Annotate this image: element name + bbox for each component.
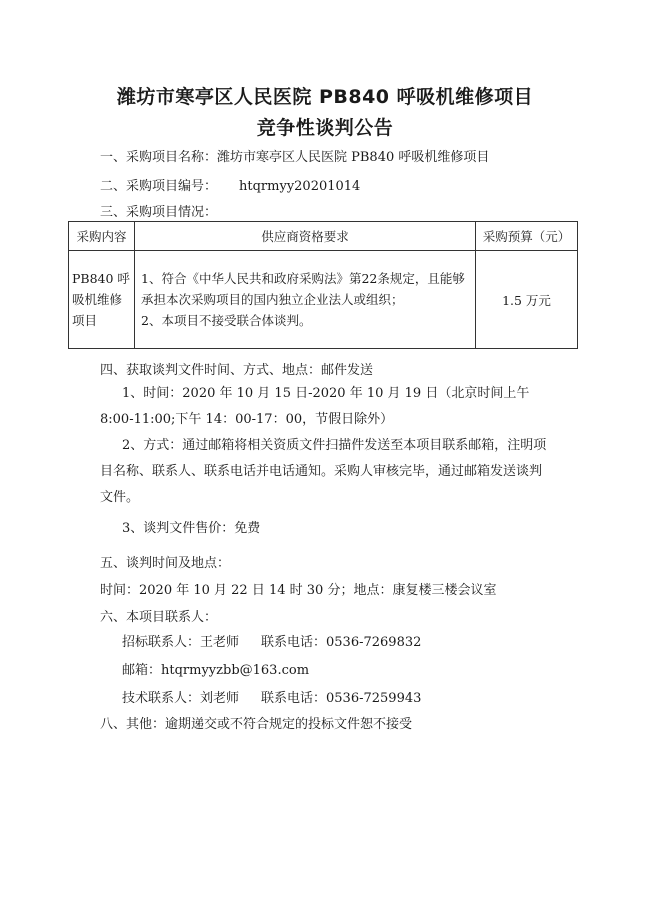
- requirement-item: 2、本项目不接受联合体谈判。: [141, 313, 312, 328]
- negotiation-time-place: 时间：2020 年 10 月 22 日 14 时 30 分；地点：康复楼三楼会议室: [100, 583, 497, 598]
- section-4-heading: 四、获取谈判文件时间、方式、地点：邮件发送: [100, 363, 374, 378]
- notice-subtitle: 竞争性谈判公告: [256, 117, 394, 139]
- tech-contact-line: [122, 687, 421, 706]
- section-4-method: 2、方式：通过邮箱将相关资质文件扫描件发送至本项目联系邮箱，注明项目名称、联系人、联系电话并电话通知。采购人审核完毕，通过邮箱发送谈判文件。: [100, 438, 547, 505]
- project-situation-heading: 三、采购项目情况：: [100, 205, 218, 220]
- tech-contact-name: 技术联系人：刘老师: [122, 691, 240, 706]
- section-4-price: 3、谈判文件售价：免费: [122, 521, 261, 536]
- project-name-line: 一、采购项目名称：潍坊市寒亭区人民医院 PB840 呼吸机维修项目: [100, 150, 490, 165]
- section-6-heading: 六、本项目联系人：: [100, 610, 218, 625]
- table-header-row: [69, 222, 578, 251]
- section-5-heading: 五、谈判时间及地点：: [100, 556, 231, 571]
- tech-contact-phone: 联系电话：0536-7259943: [261, 691, 422, 706]
- bid-contact-line: [122, 631, 421, 650]
- table-header-cell: 采购预算（元）: [476, 222, 578, 251]
- notice-title: 潍坊市寒亭区人民医院 PB840 呼吸机维修项目: [116, 86, 534, 108]
- table-header-cell: 采购内容: [69, 222, 135, 251]
- procurement-table: [68, 221, 578, 349]
- contact-email: 邮箱：htqrmyyzbb@163.com: [122, 663, 310, 678]
- table-header-cell: 供应商资格要求: [135, 222, 476, 251]
- project-number-value: htqrmyy20201014: [239, 179, 361, 194]
- requirement-item: 1、符合《中华人民共和政府采购法》第22条规定，且能够承担本次采购项目的国内独立企业法人或组织；: [141, 271, 465, 307]
- budget-cell: 1.5 万元: [476, 251, 578, 349]
- supplier-requirements-cell: [135, 251, 476, 349]
- section-8-other: 八、其他：逾期递交或不符合规定的投标文件恕不接受: [100, 717, 413, 732]
- section-4-time: 1、时间：2020 年 10 月 15 日-2020 年 10 月 19 日（北京时间上午 8:00-11:00;下午 14：00-17：00，节假日除外）: [100, 386, 530, 427]
- table-row: [69, 251, 578, 349]
- bid-contact-phone: 联系电话：0536-7269832: [261, 635, 422, 650]
- project-number-label: 二、采购项目编号：: [100, 179, 218, 194]
- project-number-line: [100, 175, 360, 194]
- procurement-content-cell: PB840 呼吸机维修项目: [69, 251, 135, 349]
- bid-contact-name: 招标联系人：王老师: [122, 635, 240, 650]
